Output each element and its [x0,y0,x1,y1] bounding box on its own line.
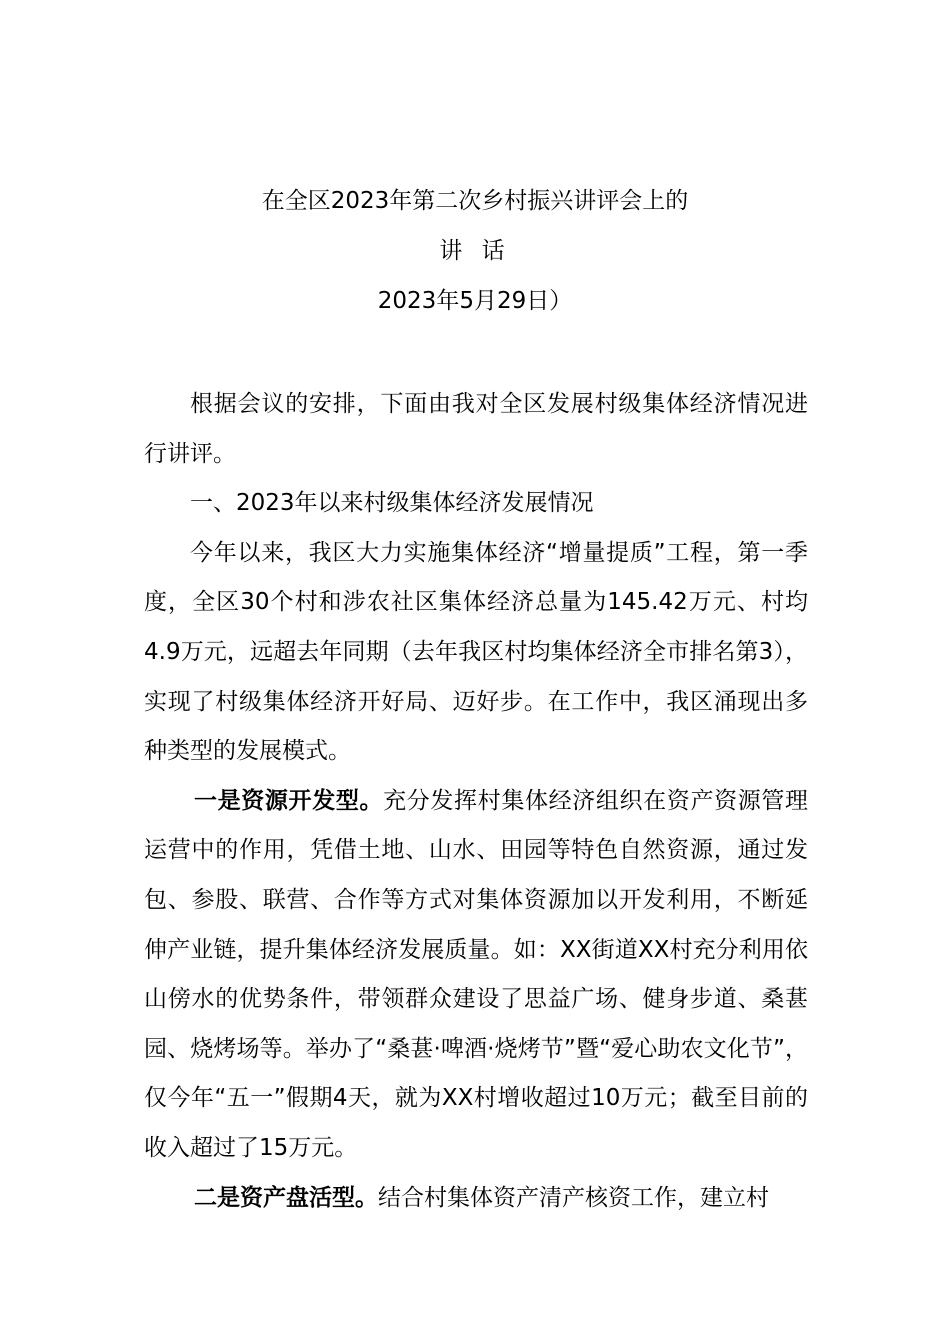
speech-date: 2023年5月29日） [377,288,573,314]
paragraph-lead: 一是资源开发型。 [194,787,384,814]
paragraph-text: 结合村集体资产清产核资工作，建立村 [378,1184,769,1211]
paragraph-asset-revitalization [144,1174,808,1224]
speech-subtitle: 讲 话 [439,238,511,264]
paragraph-text: 充分发挥村集体经济组织在资产资源管理运营中的作用，凭借土地、山水、田园等特色自然资源，通过发包、参股、联营、合作等方式对集体资源加以开发利用，不断延伸产业链，提升集体经济发展质量。如：XX街道XX村充分利用依山傍水的优势条件，带领群众建设了思益广场、健身步道、桑葚园、烧烤场等。举办了“桑葚·啤酒·烧烤节”暨“爱心助农文化节”，仅今年“五一”假期4天，就为XX村增收超过10万元；截至目前的收入超过了15万元。 [144,787,809,1161]
speech-title: 在全区2023年第二次乡村振兴讲评会上的 [261,188,689,214]
section-heading [144,479,808,529]
paragraph-overview [144,529,808,777]
paragraph-text: 根据会议的安排，下面由我对全区发展村级集体经济情况进行讲评。 [144,391,808,467]
paragraph-lead: 二是资产盘活型。 [194,1184,378,1211]
paragraph-resource-development [144,777,808,1174]
paragraph-text: 今年以来，我区大力实施集体经济“增量提质”工程，第一季度，全区30个村和涉农社区集体经济总量为145.42万元、村均4.9万元，远超去年同期（去年我区村均集体经济全市排名第3），实现了村级集体经济开好局、迈好步。在工作中，我区涌现出多种类型的发展模式。 [144,539,808,765]
document-body [144,380,808,1223]
paragraph-intro [144,380,808,479]
paragraph-text: 一、2023年以来村级集体经济发展情况 [190,490,594,517]
